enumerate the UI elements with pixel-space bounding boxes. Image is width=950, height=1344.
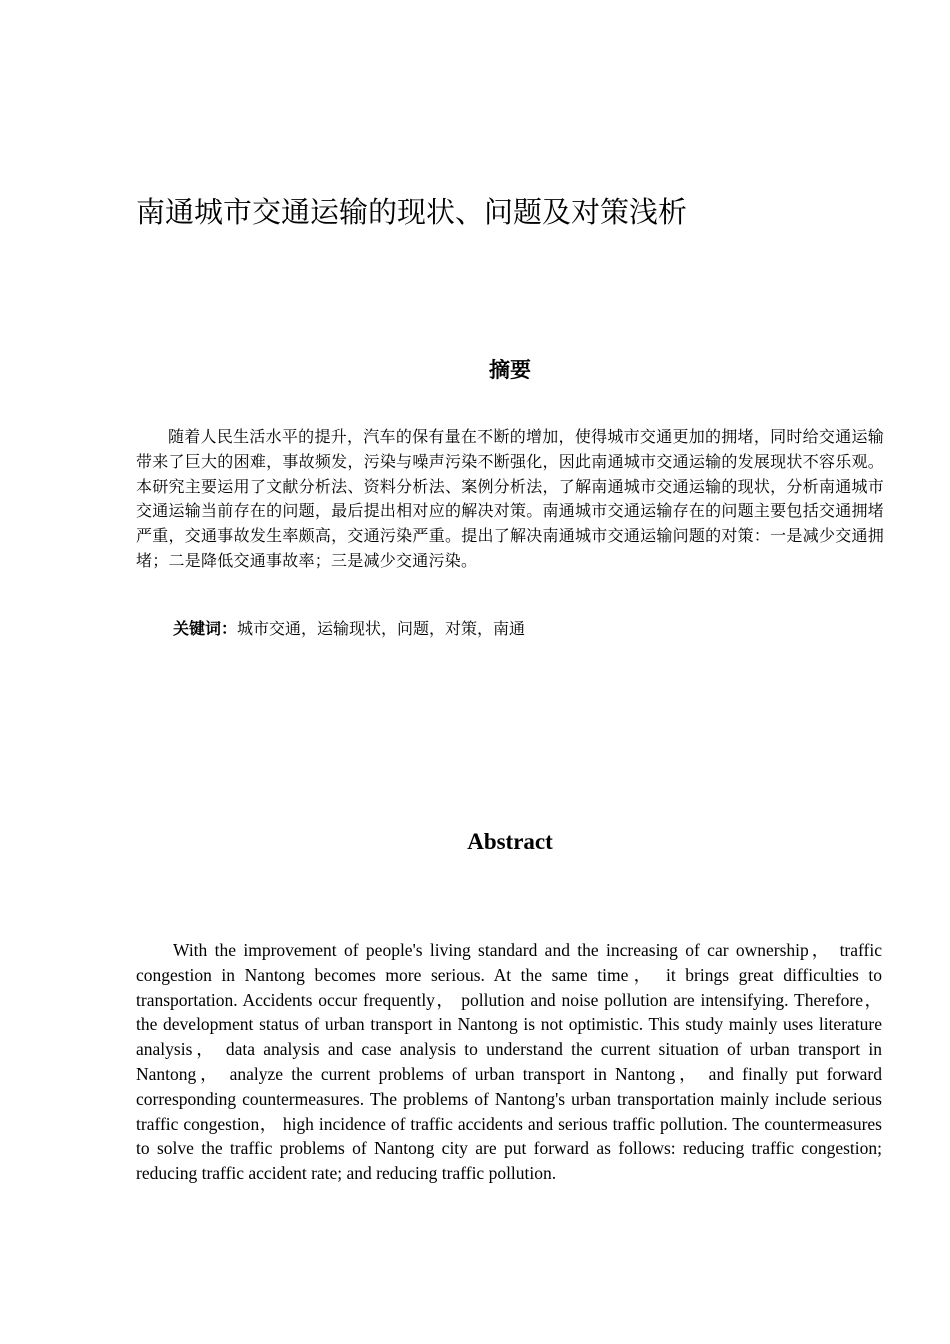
keywords-values: 城市交通，运输现状，问题，对策，南通	[237, 619, 526, 638]
keywords-line	[173, 617, 525, 641]
english-abstract-heading: Abstract	[467, 829, 553, 854]
chinese-abstract-body: 随着人民生活水平的提升，汽车的保有量在不断的增加，使得城市交通更加的拥堵，同时给交通运输带来了巨大的困难，事故频发，污染与噪声污染不断强化，因此南通城市交通运输的发展现状不容乐观。本研究主要运用了文献分析法、资料分析法、案例分析法，了解南通城市交通运输的现状，分析南通城市交通运输当前存在的问题，最后提出相对应的解决对策。南通城市交通运输存在的问题主要包括交通拥堵严重，交通事故发生率颇高，交通污染严重。提出了解决南通城市交通运输问题的对策：一是减少交通拥堵；二是降低交通事故率；三是减少交通污染。	[136, 427, 884, 570]
keywords-label: 关键词：	[173, 619, 238, 638]
chinese-abstract-heading: 摘要	[489, 358, 531, 382]
paper-title: 南通城市交通运输的现状、问题及对策浅析	[136, 195, 688, 229]
english-abstract-body: With the improvement of people's living standard and the increasing of car ownership， traffic congestion in Nantong becomes more serious. At the same time， it brings great difficulties to transportation. Accidents occur frequently， pollution and noise pollution are intensifying. Therefore， the development status of urban transport in Nantong is not optimistic. This study mainly uses literature analysis， data analysis and case analysis to understand the current situation of urban transport in Nantong， analyze the current problems of urban transport in Nantong， and finally put forward corresponding countermeasures. The problems of Nantong's urban transportation mainly include serious traffic congestion， high incidence of traffic accidents and serious traffic pollution. The countermeasures to solve the traffic problems of Nantong city are put forward as follows: reducing traffic congestion; reducing traffic accident rate; and reducing traffic pollution.	[136, 940, 882, 1184]
